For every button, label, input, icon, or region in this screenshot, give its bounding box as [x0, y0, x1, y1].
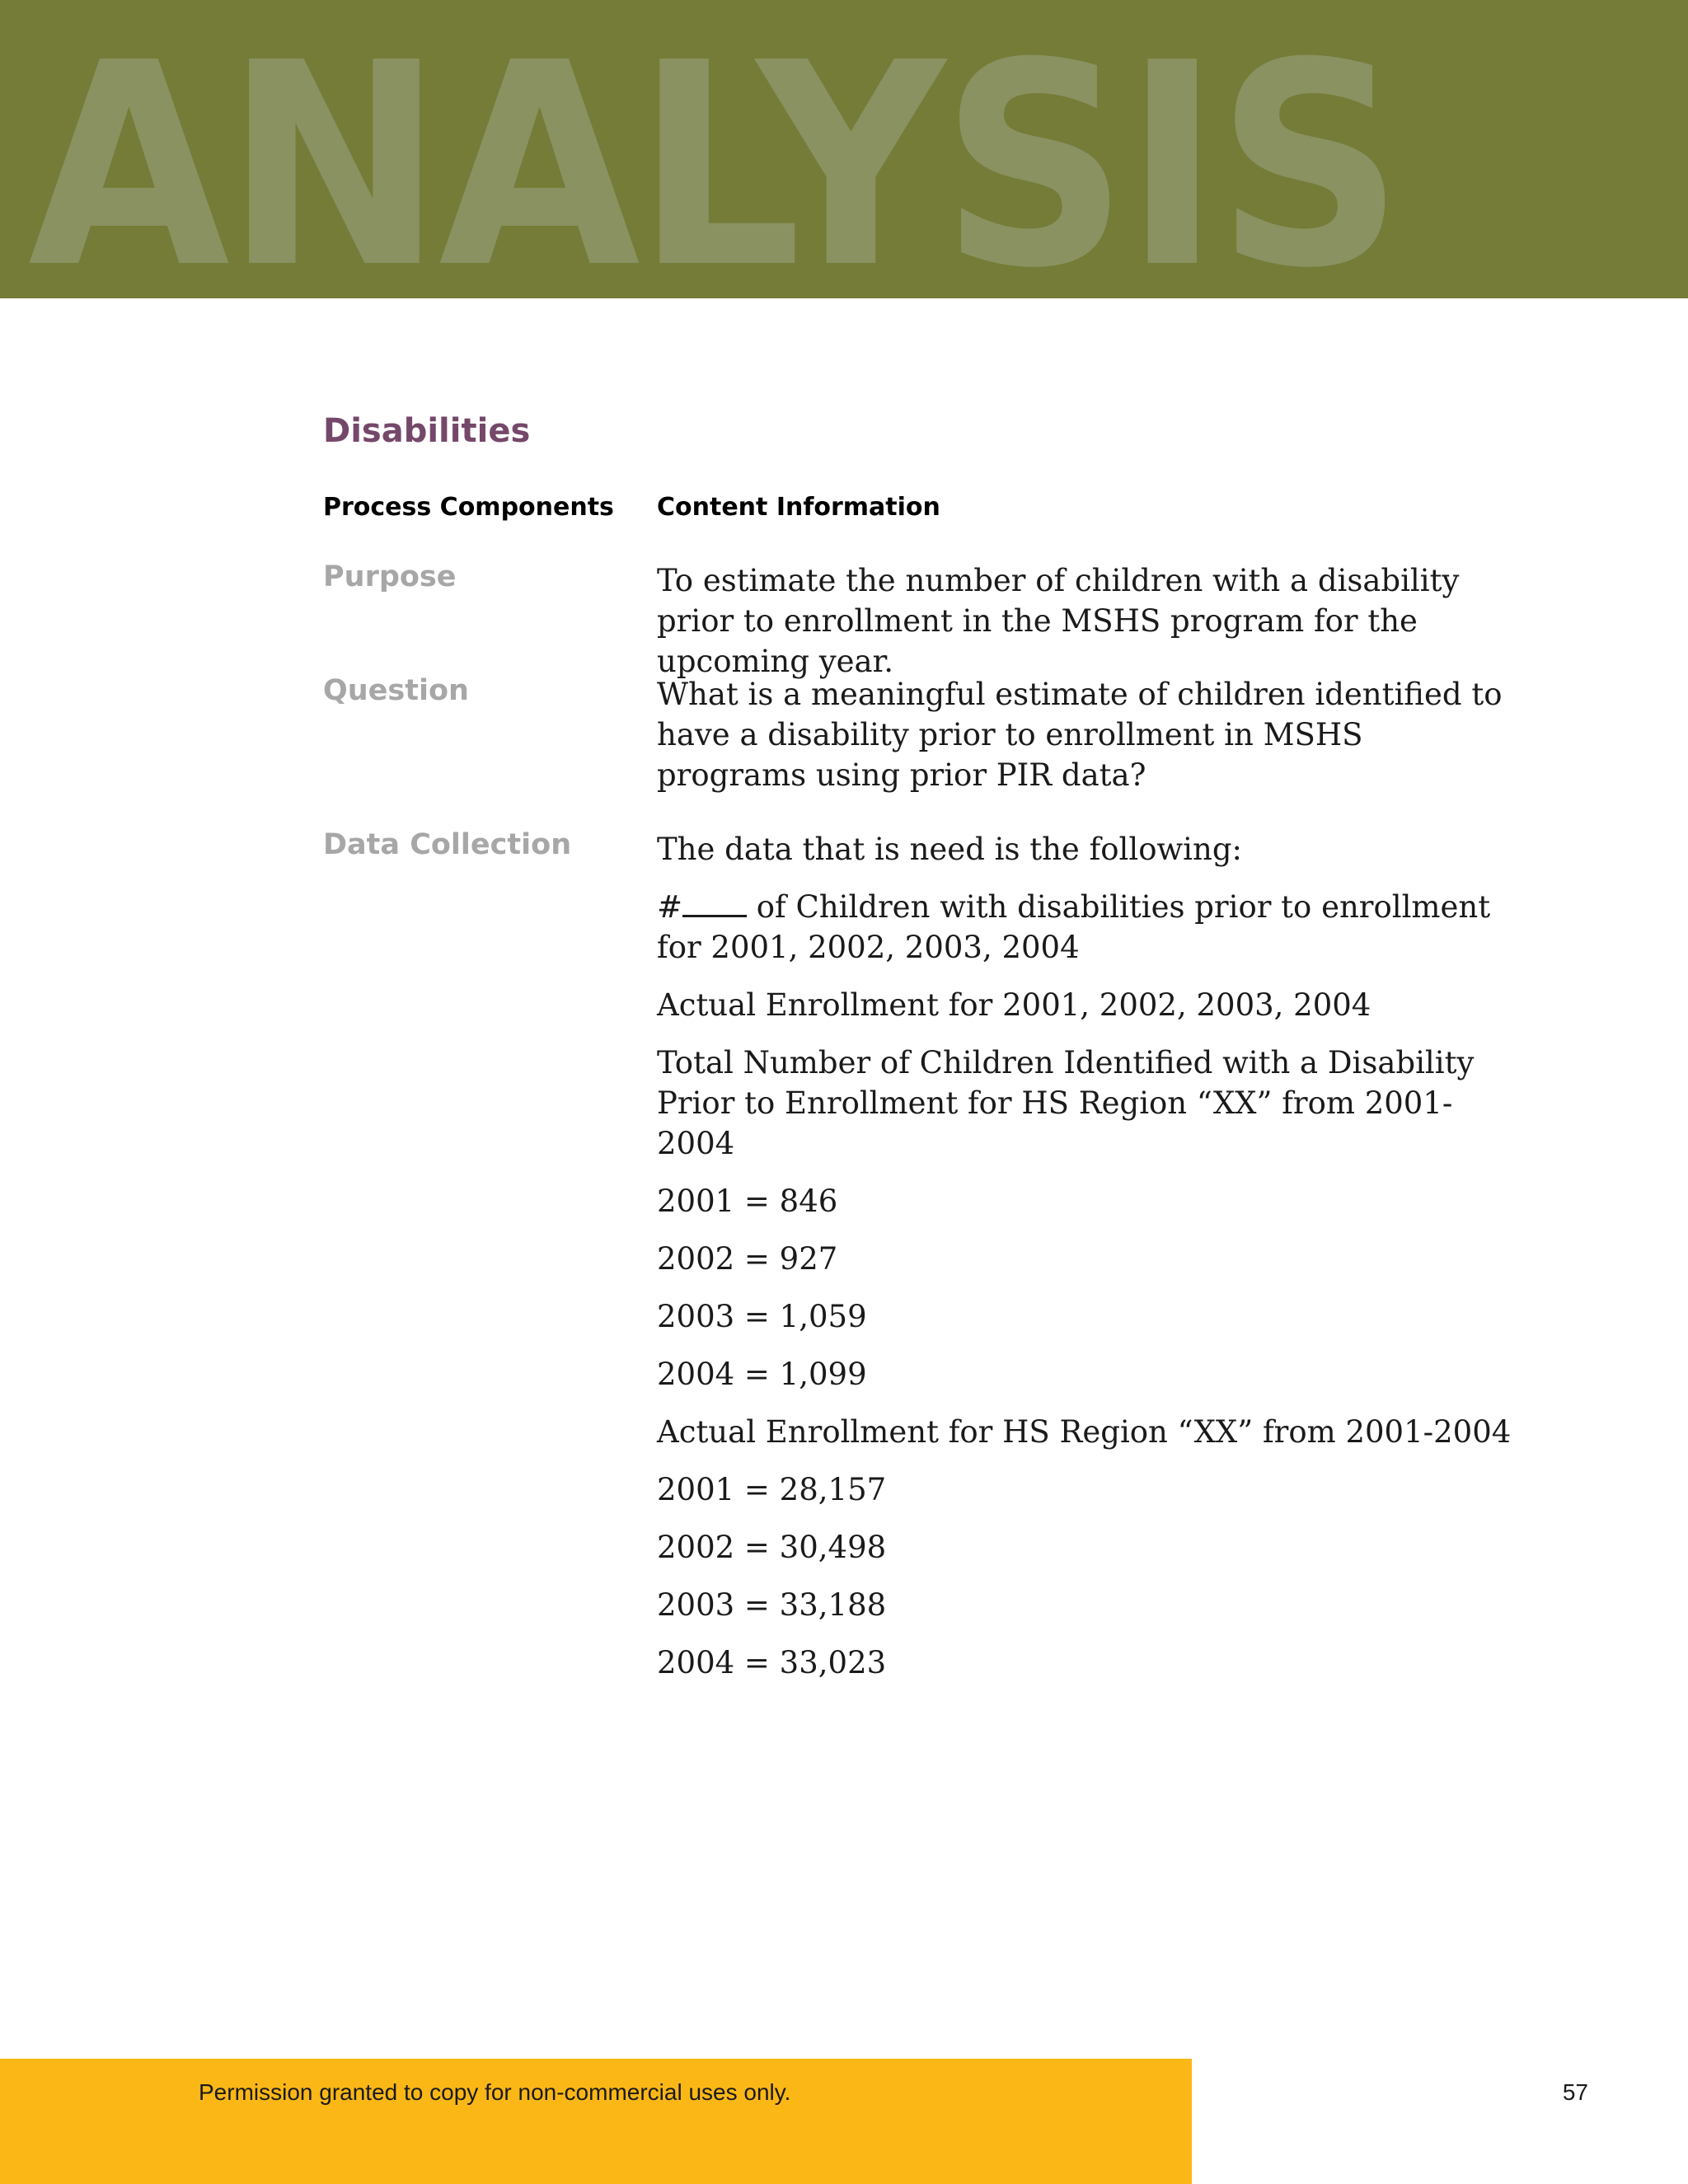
label-purpose: Purpose: [323, 560, 457, 593]
enrollment-2003: 2003 = 33,188: [657, 1587, 887, 1623]
enrollment-heading: Actual Enrollment for HS Region “XX” from 2001-2004: [657, 1414, 1512, 1450]
fill-in-blank: [682, 890, 747, 917]
banner-title: ANALYSIS: [28, 3, 1400, 298]
enrollment-2004: 2004 = 33,023: [657, 1645, 887, 1680]
data-intro: The data that is need is the following:: [657, 832, 1242, 867]
question-paragraph: What is a meaningful estimate of children identified to have a disability prior to enrollment in MSHS programs using prior PIR data?: [657, 677, 1503, 793]
data-item-children: [657, 887, 1514, 968]
identified-heading: Total Number of Children Identified with a Disability Prior to Enrollment for HS Region “XX” from 2001-2004: [657, 1045, 1475, 1161]
identified-2004: 2004 = 1,099: [657, 1357, 867, 1392]
label-question: Question: [323, 674, 469, 707]
enrollment-2001: 2001 = 28,157: [657, 1472, 887, 1507]
footer-bar: [0, 2059, 1192, 2184]
label-data-collection: Data Collection: [323, 828, 572, 861]
enrollment-2002: 2002 = 30,498: [657, 1530, 887, 1565]
question-text: [657, 674, 1514, 813]
identified-2003: 2003 = 1,059: [657, 1299, 867, 1334]
data-item-children-text: of Children with disabilities prior to enrollment for 2001, 2002, 2003, 2004: [657, 889, 1491, 965]
data-item-enrollment: Actual Enrollment for 2001, 2002, 2003, 2004: [657, 987, 1372, 1023]
column-header-content: Content Information: [657, 493, 940, 522]
identified-2002: 2002 = 927: [657, 1241, 838, 1277]
column-header-process: Process Components: [323, 493, 614, 522]
header-banner: [0, 0, 1688, 298]
data-collection-content: [657, 829, 1514, 1700]
page-number: 57: [1562, 2079, 1588, 2105]
purpose-paragraph: To estimate the number of children with a disability prior to enrollment in the MSHS program for the upcoming year.: [657, 563, 1460, 679]
permission-notice: Permission granted to copy for non-commercial uses only.: [199, 2079, 791, 2105]
section-title: Disabilities: [323, 412, 531, 450]
identified-2001: 2001 = 846: [657, 1183, 838, 1219]
hash-prefix: #: [657, 889, 683, 925]
